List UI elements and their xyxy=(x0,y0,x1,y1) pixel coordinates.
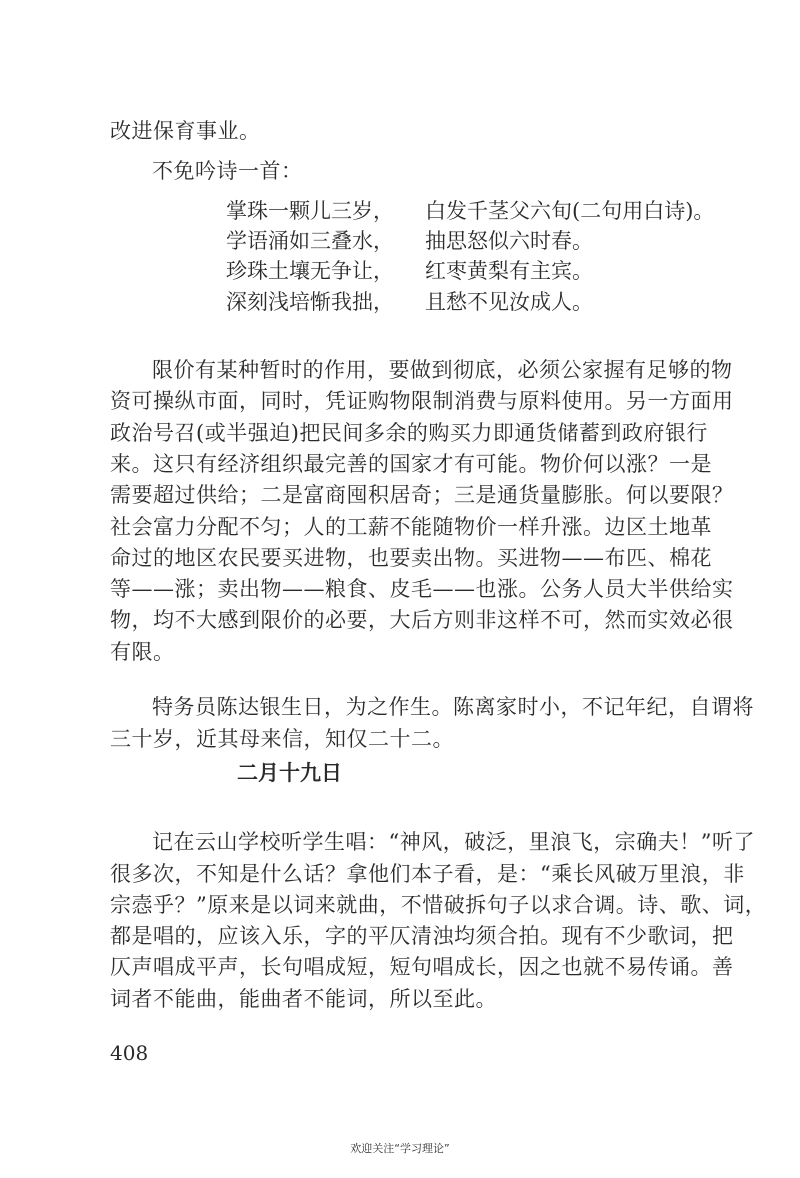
poem-line-right: 红枣黄梨有主宾。 xyxy=(425,259,593,283)
poem-line-left: 深刻浅培惭我拙， xyxy=(226,290,394,314)
text-line: 社会富力分配不匀；人的工薪不能随物价一样升涨。边区土地革 xyxy=(110,515,712,539)
poem-line-right: 白发千茎父六旬(二句用白诗)。 xyxy=(425,199,715,223)
poem-line-left: 掌珠一颗儿三岁， xyxy=(226,199,394,223)
text-line: 来。这只有经济组织最完善的国家才有可能。物价何以涨？一是 xyxy=(110,452,712,476)
text-line: 等——涨；卖出物——粮食、皮毛——也涨。公务人员大半供给实 xyxy=(110,577,734,601)
text-line: 很多次，不知是什么话？拿他们本子看，是：“乘长风破万里浪，非 xyxy=(110,862,745,886)
text-line: 词者不能曲，能曲者不能词，所以至此。 xyxy=(110,987,497,1011)
text-line: 仄声唱成平声，长句唱成短，短句唱成长，因之也就不易传诵。善 xyxy=(110,955,734,979)
footer-note: 欢迎关注“学习理论” xyxy=(350,1142,450,1155)
poem-line-left: 珍珠土壤无争让， xyxy=(226,259,394,283)
text-line: 物，均不大感到限价的必要，大后方则非这样不可，然而实效必很 xyxy=(110,608,734,632)
poem-line-right: 且愁不见汝成人。 xyxy=(425,290,593,314)
text-line: 限价有某种暂时的作用，要做到彻底，必须公家握有足够的物 xyxy=(152,358,733,382)
text-line: 政治号召(或半强迫)把民间多余的购买力即通货储蓄到政府银行 xyxy=(110,421,708,445)
page-number: 408 xyxy=(110,1041,149,1065)
text-line: 需要超过供给；二是富商囤积居奇；三是通货量膨胀。何以要限？ xyxy=(110,483,734,507)
text-line: 资可操纵市面，同时，凭证购物限制消费与原料使用。另一方面用 xyxy=(110,389,734,413)
text-line: 记在云山学校听学生唱：“神风，破泛，里浪飞，宗确夫！”听了 xyxy=(152,830,755,854)
text-line: 三十岁，近其母来信，知仅二十二。 xyxy=(110,727,454,751)
text-line: 命过的地区农民要买进物，也要卖出物。买进物——布匹、棉花 xyxy=(110,546,712,570)
poem-line-right: 抽思怒似六时春。 xyxy=(425,229,593,253)
date-heading: 二月十九日 xyxy=(237,761,342,785)
text-line: 有限。 xyxy=(110,640,175,664)
text-line: 都是唱的，应该入乐，字的平仄清浊均须合拍。现有不少歌词，把 xyxy=(110,924,734,948)
text-line: 不免吟诗一首： xyxy=(152,159,303,183)
text-line: 宗悫乎？”原来是以词来就曲，不惜破拆句子以求合调。诗、歌、词， xyxy=(110,893,767,917)
poem-line-left: 学语涌如三叠水， xyxy=(226,229,394,253)
text-line: 特务员陈达银生日，为之作生。陈离家时小，不记年纪，自谓将 xyxy=(152,695,754,719)
text-line: 改进保育事业。 xyxy=(110,119,261,143)
